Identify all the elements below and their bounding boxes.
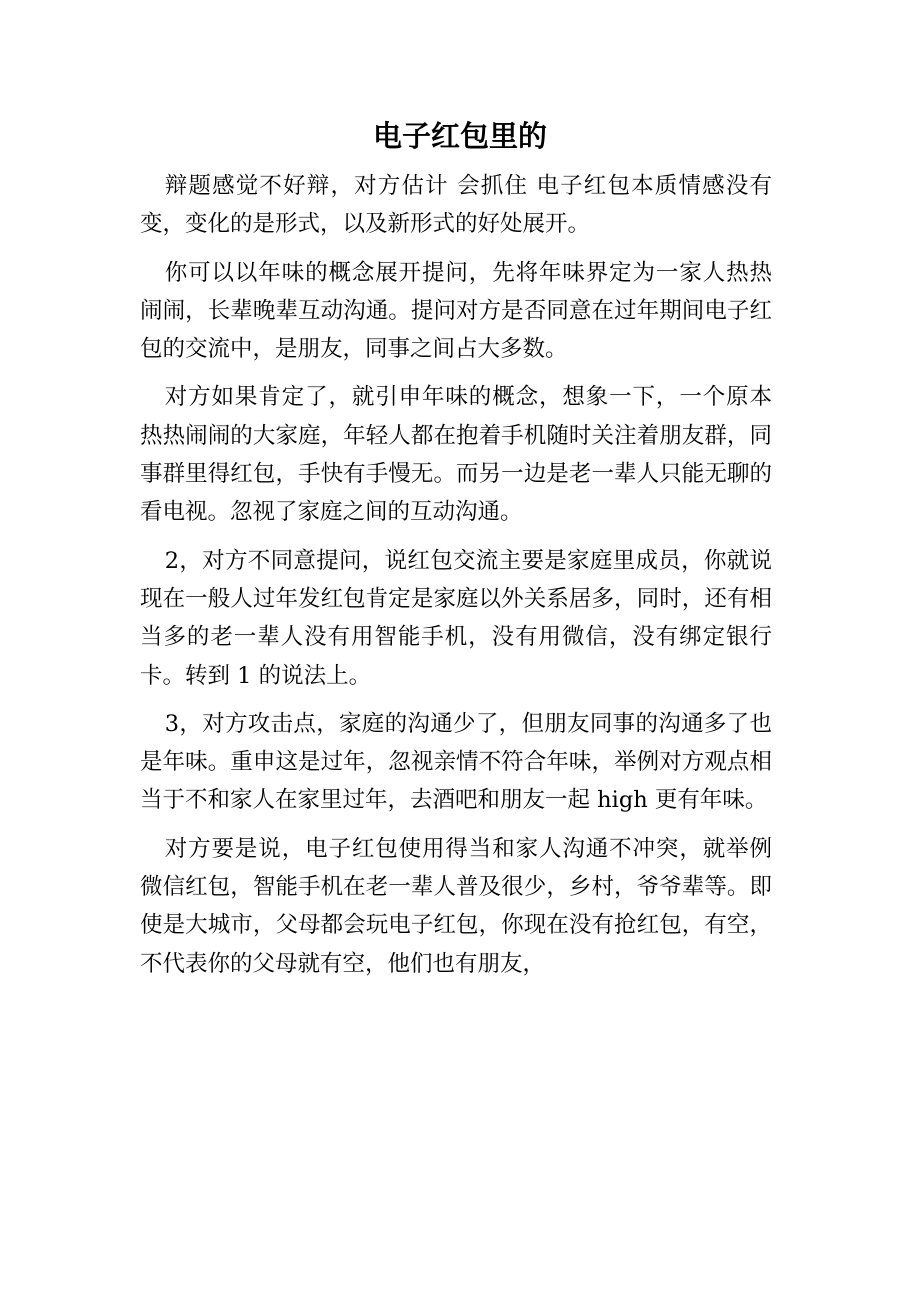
- paragraph-rebuttal: 对方要是说，电子红包使用得当和家人沟通不冲突，就举例微信红包，智能手机在老一辈人普及很少，乡村，爷爷辈等。即使是大城市，父母都会玩电子红包，你现在没有抢红包，有空，不代表你的父母就有空，他们也有朋友，: [140, 835, 772, 977]
- paragraph-point-3: 3，对方攻击点，家庭的沟通少了，但朋友同事的沟通多了也是年味。重申这是过年，忽视亲情不符合年味，举例对方观点相当于不和家人在家里过年，去酒吧和朋友一起 high 更有年味。: [140, 710, 772, 814]
- paragraph-question: 你可以以年味的概念展开提问，先将年味界定为一家人热热闹闹，长辈晚辈互动沟通。提问对方是否同意在过年期间电子红包的交流中，是朋友，同事之间占大多数。: [140, 259, 772, 363]
- document-body: [140, 167, 772, 993]
- paragraph-point-2: 2，对方不同意提问，说红包交流主要是家庭里成员，你就说 现在一般人过年发红包肯定是家庭以外关系居多，同时，还有相当多的老一辈人没有用智能手机，没有用微信，没有绑定银行卡。转到 1 的说法上。: [140, 547, 772, 689]
- paragraph-affirmative: 对方如果肯定了，就引申年味的概念，想象一下，一个原本热热闹闹的大家庭，年轻人都在抱着手机随时关注着朋友群，同事群里得红包，手快有手慢无。而另一边是老一辈人只能无聊的看电视。忽视了家庭之间的互动沟通。: [140, 384, 772, 526]
- paragraph-intro: 辩题感觉不好辩，对方估计 会抓住 电子红包本质情感没有变，变化的是形式，以及新形式的好处展开。: [140, 173, 772, 238]
- document-title: 电子红包里的: [372, 119, 547, 153]
